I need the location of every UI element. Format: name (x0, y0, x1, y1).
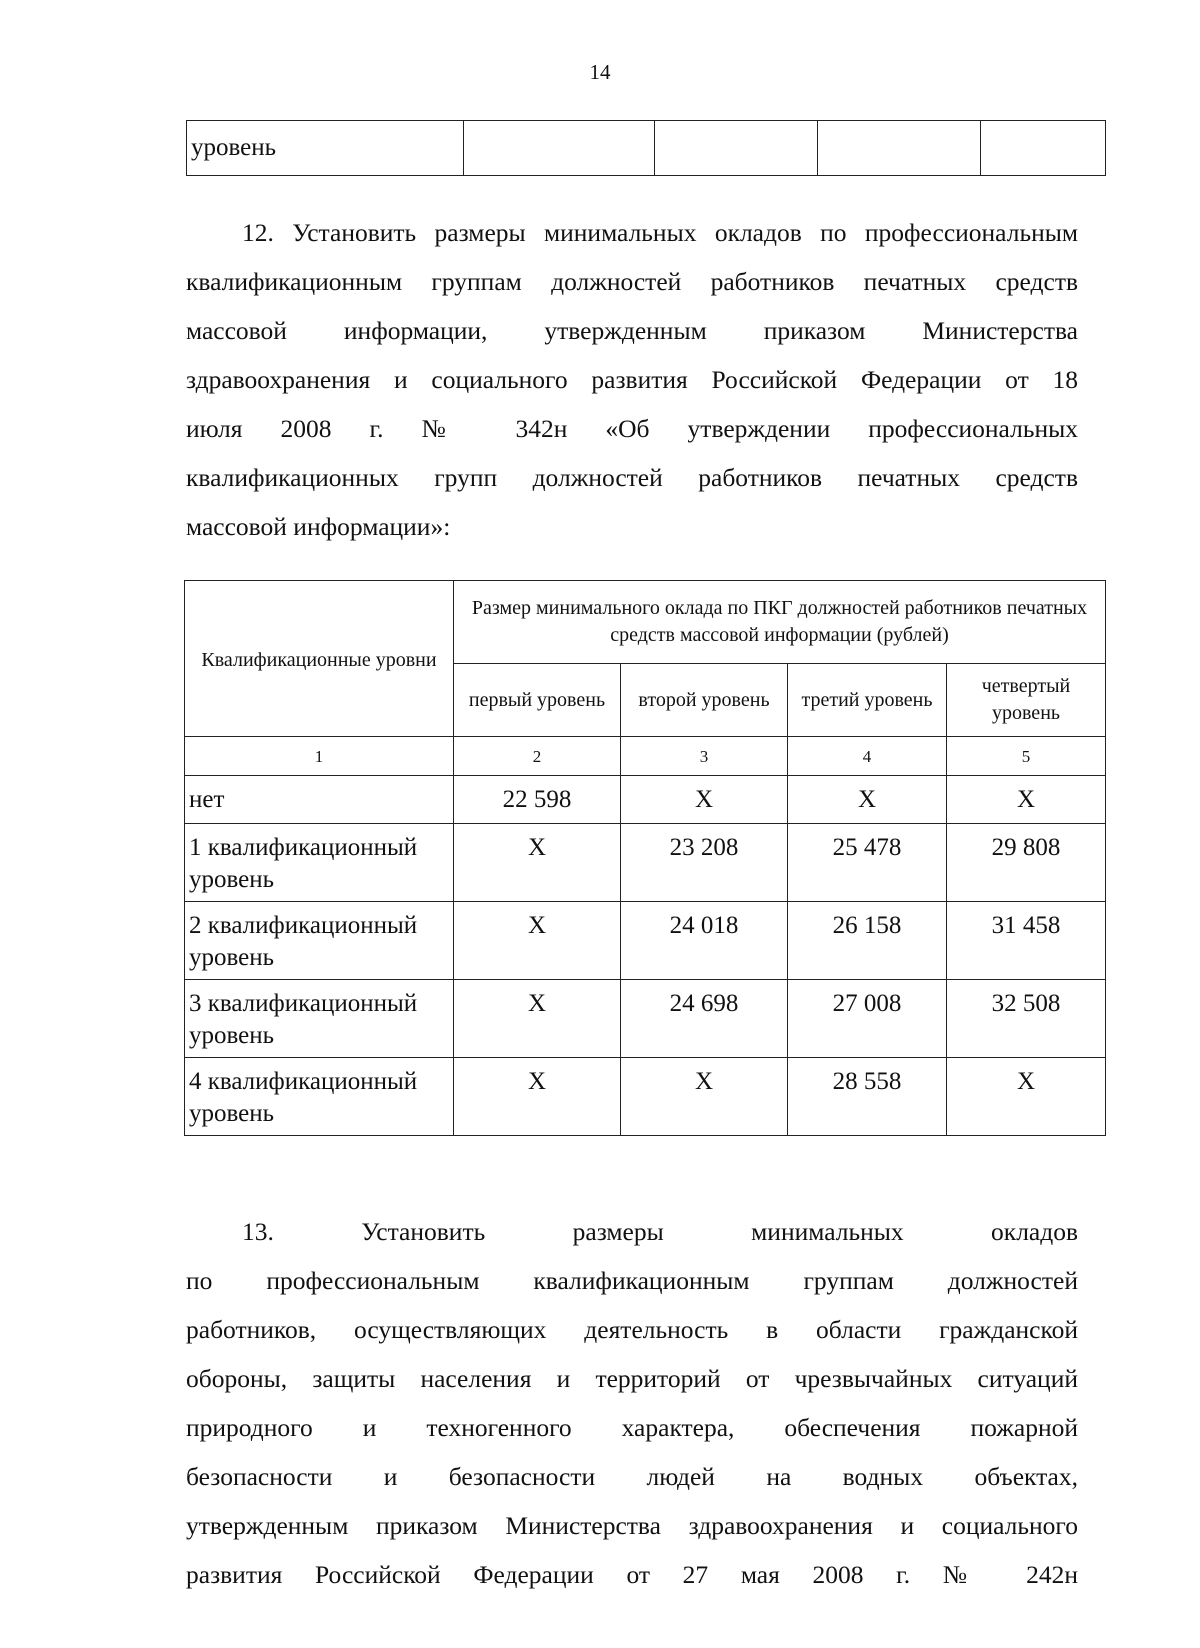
table-cell: X (947, 1058, 1106, 1136)
paragraph-line: утвержденным приказом Министерства здравоохранения и социального (186, 1511, 1078, 1540)
paragraph-line: 13. Установить размеры минимальных окладов (242, 1217, 1078, 1246)
column-number: 2 (454, 737, 621, 776)
table-cell: 26 158 (788, 902, 947, 980)
page-number: 14 (589, 60, 611, 84)
table-cell: 24 018 (621, 902, 788, 980)
table-cell: X (947, 776, 1106, 824)
row-label: 3 квалификационный уровень (185, 980, 454, 1058)
table-cell: 22 598 (454, 776, 621, 824)
paragraph-13 (186, 1207, 1078, 1599)
column-number: 4 (788, 737, 947, 776)
paragraph-line: по профессиональным квалификационным группам должностей (186, 1266, 1078, 1295)
header-main: Размер минимального оклада по ПКГ должностей работников печатных средств массовой информации (рублей) (454, 581, 1106, 664)
paragraph-line: развития Российской Федерации от 27 мая 2008 г. № 242н (186, 1560, 1078, 1589)
row-label: нет (185, 776, 454, 824)
column-number: 5 (947, 737, 1106, 776)
table-cell: 24 698 (621, 980, 788, 1058)
paragraph-line: квалификационных групп должностей работников печатных средств (186, 463, 1078, 492)
table-cell: X (454, 980, 621, 1058)
salary-table (184, 580, 1106, 1136)
table-cell: 25 478 (788, 824, 947, 902)
paragraph-line: безопасности и безопасности людей на водных объектах, (186, 1462, 1078, 1491)
table-cell-empty (464, 121, 655, 176)
table-cell-empty (655, 121, 818, 176)
subheader-level: четвертый уровень (947, 664, 1106, 737)
table-cell: X (454, 1058, 621, 1136)
paragraph-line: массовой информации»: (186, 512, 451, 541)
table-cell-empty (981, 121, 1106, 176)
row-label: 4 квалификационный уровень (185, 1058, 454, 1136)
table-cell: X (621, 1058, 788, 1136)
table-row (185, 980, 1106, 1058)
subheader-level: второй уровень (621, 664, 788, 737)
column-number: 1 (185, 737, 454, 776)
table-cell: 31 458 (947, 902, 1106, 980)
continued-table-fragment (186, 120, 1106, 176)
paragraph-line: работников, осуществляющих деятельность в области гражданской (186, 1315, 1078, 1344)
column-numbers-row (185, 737, 1106, 776)
paragraph-line: 12. Установить размеры минимальных окладов по профессиональным (242, 218, 1078, 247)
table-cell-empty (818, 121, 981, 176)
table-cell: 27 008 (788, 980, 947, 1058)
table-cell: X (788, 776, 947, 824)
row-label: 1 квалификационный уровень (185, 824, 454, 902)
table-row (185, 776, 1106, 824)
table-cell: 23 208 (621, 824, 788, 902)
table-cell: X (621, 776, 788, 824)
header-levels: Квалификационные уровни (185, 581, 454, 737)
paragraph-line: здравоохранения и социального развития Российской Федерации от 18 (186, 365, 1078, 394)
table-cell: X (454, 902, 621, 980)
paragraph-line: обороны, защиты населения и территорий от чрезвычайных ситуаций (186, 1364, 1078, 1393)
table-cell: X (454, 824, 621, 902)
subheader-level: первый уровень (454, 664, 621, 737)
paragraph-12 (186, 208, 1078, 551)
table-cell-label: уровень (187, 121, 464, 176)
table-cell: 28 558 (788, 1058, 947, 1136)
table-row (185, 1058, 1106, 1136)
paragraph-line: природного и техногенного характера, обеспечения пожарной (186, 1413, 1078, 1442)
table-cell: 29 808 (947, 824, 1106, 902)
paragraph-line: квалификационным группам должностей работников печатных средств (186, 267, 1078, 296)
paragraph-line: июля 2008 г. № 342н «Об утверждении профессиональных (186, 414, 1078, 443)
column-number: 3 (621, 737, 788, 776)
table-cell: 32 508 (947, 980, 1106, 1058)
row-label: 2 квалификационный уровень (185, 902, 454, 980)
subheader-level: третий уровень (788, 664, 947, 737)
table-row (185, 824, 1106, 902)
paragraph-line: массовой информации, утвержденным приказом Министерства (186, 316, 1078, 345)
table-row (185, 902, 1106, 980)
